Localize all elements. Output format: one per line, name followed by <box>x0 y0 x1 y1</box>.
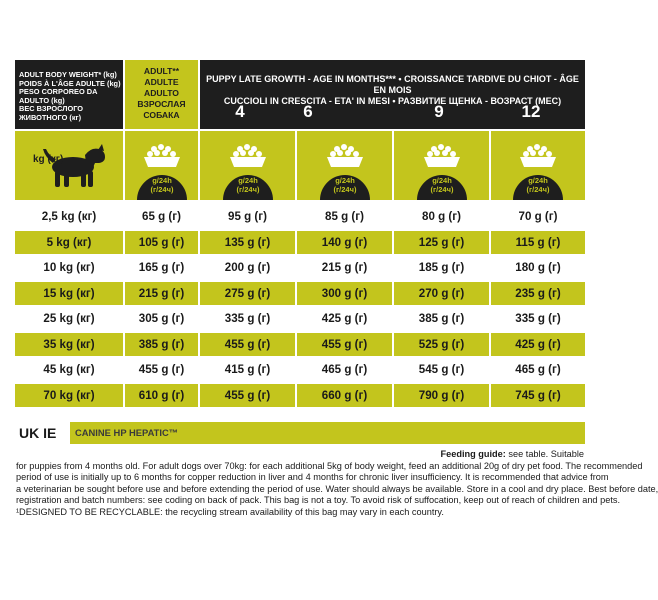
age6-cell: 300 g (г) <box>297 282 392 305</box>
age-6-label: 6 <box>303 102 313 121</box>
table-row <box>15 205 585 228</box>
weight-cell: 45 kg (кг) <box>43 363 95 376</box>
adult-cell: 385 g (г) <box>125 333 198 356</box>
weight-cell: 25 kg (кг) <box>43 312 95 325</box>
dog-weight-label: kg (кг) <box>33 154 64 165</box>
weight-label-fr: POIDS À L'ÂGE ADULTE (kg) <box>19 78 121 88</box>
food-bowl-icon <box>222 141 274 200</box>
table-row <box>15 307 585 330</box>
weight-cell: 35 kg (кг) <box>15 333 123 356</box>
age12-cell: 335 g (г) <box>515 312 561 325</box>
product-name: CANINE HP HEPATIC™ <box>75 427 179 438</box>
age6-cell: 660 g (г) <box>297 384 392 407</box>
age4-cell: 135 g (г) <box>200 231 295 254</box>
age6-cell: 425 g (г) <box>321 312 368 325</box>
adult-cell: 165 g (г) <box>138 261 185 274</box>
age4-cell: 335 g (г) <box>224 312 271 325</box>
adult-cell: 65 g (г) <box>142 210 181 223</box>
puppy-title-line2: CUCCIOLI IN CRESCITA - ETA' IN MESI • РАЗВИТИЕ ЩЕНКА - ВОЗРАСТ (МЕС) <box>223 96 562 106</box>
adult-cell: 215 g (г) <box>125 282 198 305</box>
adult-label-ru: ВЗРОСЛАЯ СОБАКА <box>137 99 186 120</box>
adult-label-en: ADULT** <box>143 66 180 76</box>
bowl-label-line1: g/24h <box>237 176 258 185</box>
age12-cell: 745 g (г) <box>491 384 585 407</box>
food-bowl-icon <box>512 141 564 200</box>
age9-bowl-cell <box>394 131 489 200</box>
recyclable-note: ¹DESIGNED TO BE RECYCLABLE: the recycling stream availability of this bag may vary in each country. <box>16 506 444 517</box>
age6-cell: 85 g (г) <box>325 210 364 223</box>
bowl-label-line1: g/24h <box>151 176 172 185</box>
weight-cell: 10 kg (кг) <box>43 261 95 274</box>
age12-cell: 235 g (г) <box>491 282 585 305</box>
feeding-guide-line: period of use is initially up to 6 months for copper reduction in liver and 4 months for chronic liver insufficiency. It is recommended that advice from <box>16 472 609 483</box>
age12-cell: 425 g (г) <box>491 333 585 356</box>
age9-cell: 270 g (г) <box>394 282 489 305</box>
age6-cell: 215 g (г) <box>321 261 368 274</box>
weight-cell: 2,5 kg (кг) <box>41 210 97 223</box>
age4-cell: 455 g (г) <box>200 333 295 356</box>
age9-cell: 80 g (г) <box>422 210 461 223</box>
food-bowl-icon <box>136 141 188 200</box>
feeding-guide-first-line <box>16 449 584 461</box>
dog-icon-cell <box>15 131 123 200</box>
age-9-label: 9 <box>434 102 444 121</box>
weight-label-it: PESO CORPOREO DA ADULTO (kg) <box>19 87 98 105</box>
bowl-label-line1: g/24h <box>431 176 452 185</box>
age4-cell: 415 g (г) <box>224 363 271 376</box>
adult-cell: 105 g (г) <box>125 231 198 254</box>
weight-cell: 5 kg (кг) <box>15 231 123 254</box>
food-bowl-icon <box>319 141 371 200</box>
food-bowl-icon <box>416 141 468 200</box>
table-row <box>15 358 585 381</box>
age12-cell: 115 g (г) <box>491 231 585 254</box>
age6-cell: 140 g (г) <box>297 231 392 254</box>
puppy-title-line1: PUPPY LATE GROWTH - AGE IN MONTHS*** • CROISSANCE TARDIVE DU CHIOT - ÂGE EN MOIS <box>206 74 579 95</box>
age9-cell: 790 g (г) <box>394 384 489 407</box>
age9-cell: 185 g (г) <box>418 261 465 274</box>
bowl-label-line2: (г/24ч) <box>150 185 173 194</box>
age9-cell: 385 g (г) <box>418 312 465 325</box>
bowl-label-line1: g/24h <box>334 176 355 185</box>
bowl-label-line2: (г/24ч) <box>430 185 453 194</box>
table-row <box>15 231 585 254</box>
age12-cell: 70 g (г) <box>518 210 558 223</box>
feeding-guide-first-text: see table. Suitable <box>505 449 584 459</box>
age12-cell: 465 g (г) <box>515 363 561 376</box>
age9-cell: 125 g (г) <box>394 231 489 254</box>
age12-bowl-cell <box>491 131 585 200</box>
table-row <box>15 384 585 407</box>
weight-cell: 15 kg (кг) <box>15 282 123 305</box>
age9-cell: 545 g (г) <box>418 363 465 376</box>
feeding-guide-line: registration and batch numbers: see coding on back of pack. This bag is not a toy. To avoid risk of suffocation, keep out of reach of children and pets. <box>16 495 621 506</box>
age-4-label: 4 <box>235 102 245 121</box>
feeding-guide <box>16 449 658 519</box>
table-row <box>15 256 585 279</box>
adult-label-fr: ADULTE <box>144 77 179 87</box>
weight-label-ru: ВЕС ВЗРОСЛОГО ЖИВОТНОГО (кг) <box>19 104 84 122</box>
adult-cell: 305 g (г) <box>138 312 185 325</box>
weight-column-header <box>15 60 123 129</box>
bowl-label-line1: g/24h <box>528 176 548 185</box>
feeding-guide-heading: Feeding guide: <box>440 449 506 459</box>
age12-cell: 180 g (г) <box>515 261 561 274</box>
age-12-label: 12 <box>521 102 541 121</box>
adult-cell: 455 g (г) <box>138 363 185 376</box>
bowl-label-line2: (г/24ч) <box>333 185 356 194</box>
weight-label-en: ADULT BODY WEIGHT* (kg) <box>19 70 117 79</box>
age4-bowl-cell <box>200 131 295 200</box>
age6-cell: 465 g (г) <box>321 363 368 376</box>
table-row <box>15 282 585 305</box>
feeding-guide-line: a veterinarian be sought before use and before extending the period of use. Water should always be available. Store in a cool and dry place. Best before date, <box>16 483 658 494</box>
bowl-label-line2: (г/24ч) <box>236 185 259 194</box>
age4-cell: 95 g (г) <box>228 210 267 223</box>
adult-label-it: ADULTO <box>143 88 179 98</box>
feeding-guide-line: for puppies from 4 months old. For adult dogs over 70kg: for each additional 5kg of body weight, feed an additional 20g of dry pet food. The recommended <box>16 460 643 471</box>
adult-cell: 610 g (г) <box>125 384 198 407</box>
bowl-label-line2: (г/24ч) <box>526 185 550 194</box>
region-code: UK IE <box>15 422 70 444</box>
adult-column-header <box>125 60 198 129</box>
weight-cell: 70 kg (кг) <box>15 384 123 407</box>
age6-bowl-cell <box>297 131 392 200</box>
age4-cell: 455 g (г) <box>200 384 295 407</box>
age6-cell: 455 g (г) <box>297 333 392 356</box>
age4-cell: 200 g (г) <box>224 261 271 274</box>
puppy-column-header <box>200 60 585 129</box>
dog-icon <box>15 131 123 200</box>
adult-bowl-cell <box>125 131 198 200</box>
age9-cell: 525 g (г) <box>394 333 489 356</box>
table-row <box>15 333 585 356</box>
age4-cell: 275 g (г) <box>200 282 295 305</box>
